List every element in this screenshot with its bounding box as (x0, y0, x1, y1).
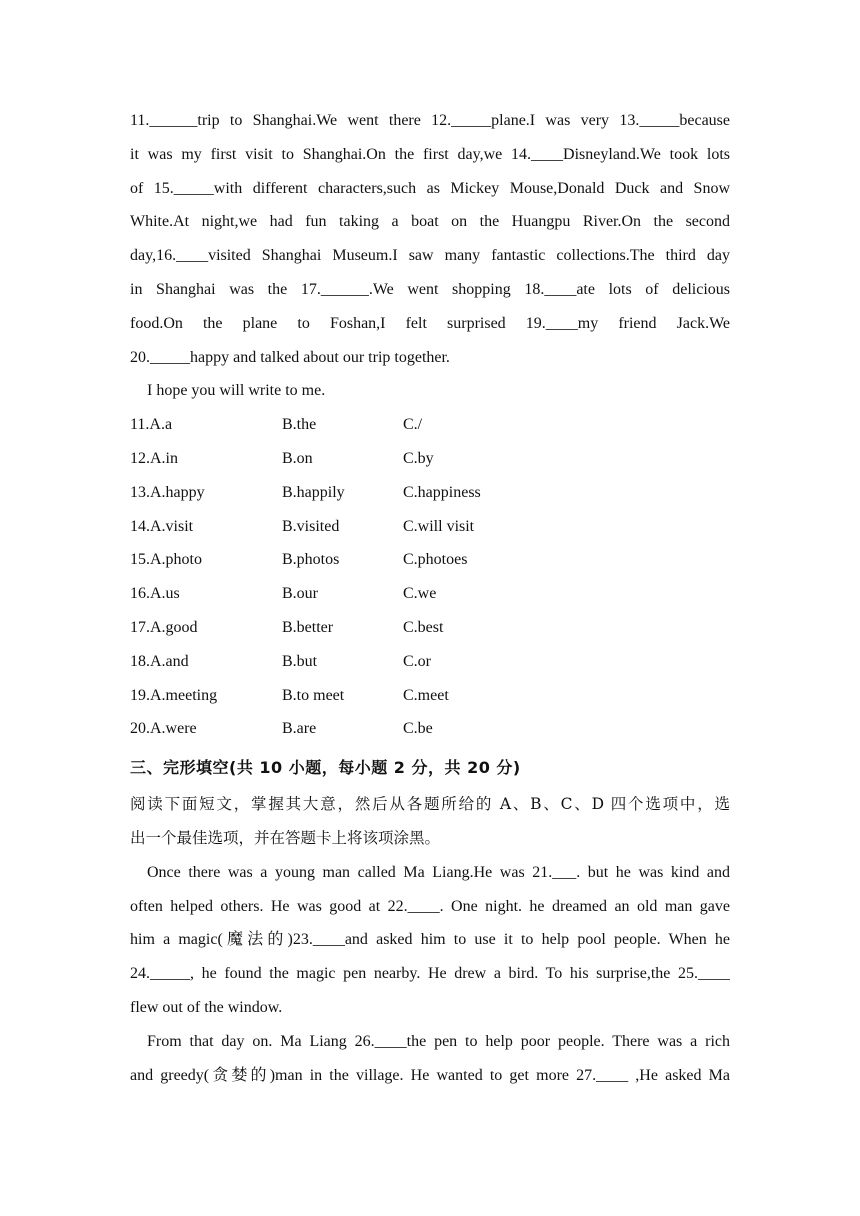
option-b: B.on (282, 449, 313, 467)
option-a: 14.A.visit (130, 517, 194, 535)
cloze-paragraph-1 (130, 856, 730, 1025)
section-instructions (130, 788, 730, 856)
option-b: B.visited (282, 517, 340, 535)
option-row-18 (130, 645, 730, 679)
option-row-19 (130, 679, 730, 713)
page-content (130, 104, 730, 1092)
passage-line: it was my first visit to Shanghai.On the first day,we 14.____Disneyland.We took lots (130, 145, 730, 163)
option-b: B.our (282, 585, 318, 603)
passage-line: day,16.____visited Shanghai Museum.I saw many fantastic collections.The third day (130, 247, 730, 265)
option-c: C.happiness (403, 483, 481, 501)
option-a: 12.A.in (130, 449, 178, 467)
cloze-paragraph-2 (130, 1025, 730, 1093)
option-c: C.meet (403, 686, 449, 704)
option-b: B.to meet (282, 686, 345, 704)
option-b: B.happily (282, 483, 345, 501)
option-c: C.best (403, 618, 444, 636)
passage-line: 20._____happy and talked about our trip together. (130, 348, 450, 366)
option-row-12 (130, 442, 730, 476)
option-row-13 (130, 476, 730, 510)
passage-line: 11.______trip to Shanghai.We went there 12._____plane.I was very 13._____because (130, 112, 730, 129)
option-b: B.are (282, 720, 317, 738)
option-row-16 (130, 577, 730, 611)
section-heading: 三、完形填空(共 10 小题，每小题 2 分，共 20 分) (130, 758, 521, 778)
passage-line: in Shanghai was the 17.______.We went shopping 18.____ate lots of delicious (130, 280, 730, 298)
option-b: B.photos (282, 551, 340, 569)
option-c: C.photoes (403, 551, 468, 569)
option-c: C./ (403, 416, 423, 434)
option-row-17 (130, 611, 730, 645)
option-c: C.we (403, 585, 437, 603)
option-c: C.or (403, 652, 431, 670)
instruction-line: 出一个最佳选项，并在答题卡上将该项涂黑。 (130, 828, 441, 847)
paragraph-line: 24._____, he found the magic pen nearby. He drew a bird. To his surprise,the 25.____ (130, 965, 730, 983)
option-a: 18.A.and (130, 652, 189, 670)
paragraph-line: and greedy(贪婪的)man in the village. He wanted to get more 27.____ ,He asked Ma (130, 1066, 730, 1084)
option-b: B.the (282, 416, 317, 434)
option-c: C.by (403, 449, 434, 467)
option-row-20 (130, 712, 730, 746)
option-a: 15.A.photo (130, 551, 202, 569)
paragraph-line: From that day on. Ma Liang 26.____the pen to help poor people. There was a rich (147, 1032, 730, 1050)
option-a: 19.A.meeting (130, 686, 218, 704)
paragraph-line: often helped others. He was good at 22.____. One night. he dreamed an old man gave (130, 897, 730, 915)
passage-line: of 15._____with different characters,such as Mickey Mouse,Donald Duck and Snow (130, 179, 730, 197)
option-c: C.will visit (403, 517, 475, 535)
options-list (130, 408, 730, 746)
paragraph-line: flew out of the window. (130, 998, 283, 1016)
option-a: 17.A.good (130, 618, 198, 636)
option-c: C.be (403, 720, 433, 738)
paragraph-line: him a magic(魔法的)23.____and asked him to use it to help pool people. When he (130, 931, 730, 949)
passage-letter (130, 104, 730, 408)
option-row-14 (130, 510, 730, 544)
option-row-15 (130, 543, 730, 577)
paragraph-line: Once there was a young man called Ma Liang.He was 21.___. but he was kind and (147, 863, 730, 881)
passage-line: food.On the plane to Foshan,I felt surprised 19.____my friend Jack.We (130, 314, 730, 332)
passage-closing: I hope you will write to me. (147, 382, 326, 400)
passage-line: White.At night,we had fun taking a boat on the Huangpu River.On the second (130, 213, 730, 231)
option-a: 20.A.were (130, 720, 197, 738)
option-b: B.but (282, 652, 318, 670)
instruction-line: 阅读下面短文，掌握其大意，然后从各题所给的 A、B、C、D 四个选项中，选 (130, 795, 730, 814)
option-b: B.better (282, 618, 334, 636)
option-a: 13.A.happy (130, 483, 205, 501)
option-a: 11.A.a (130, 416, 173, 434)
option-a: 16.A.us (130, 585, 180, 603)
option-row-11 (130, 408, 730, 442)
